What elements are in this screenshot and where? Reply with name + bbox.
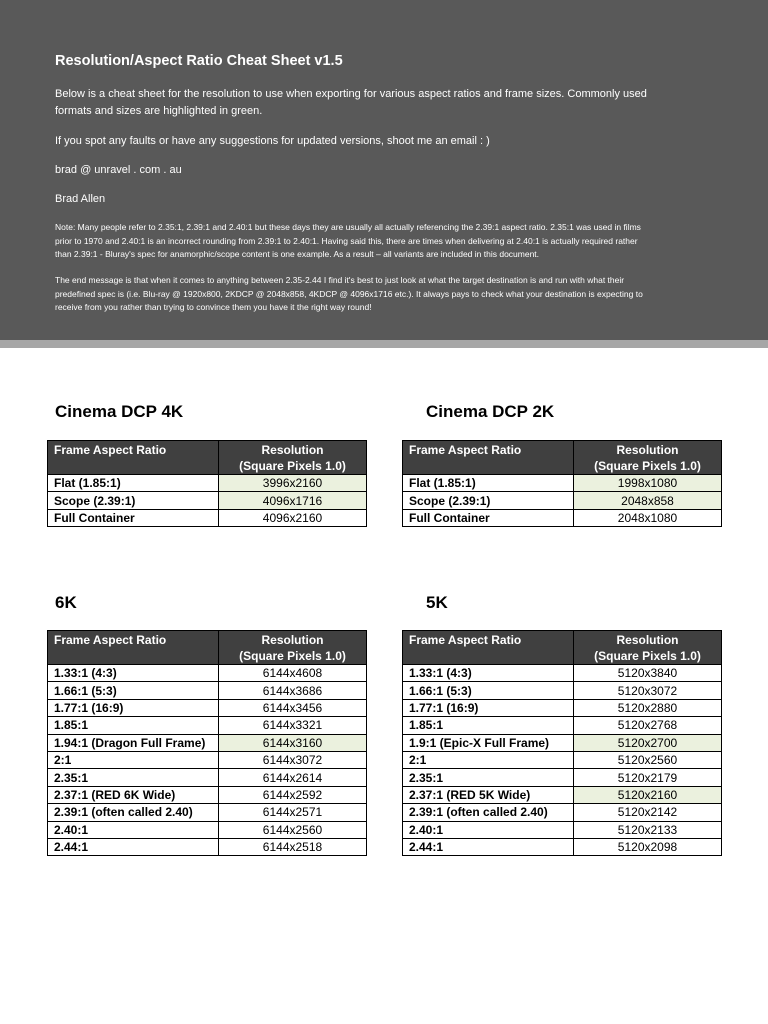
note-line: Note: Many people refer to 2.35:1, 2.39:1 and 2.40:1 but these days they are usually all actually referencing the 2.39:1 aspect ratio. 2.35:1 was used in films <box>55 222 641 232</box>
row-label: Flat (1.85:1) <box>403 475 574 492</box>
column-header-aspect: Frame Aspect Ratio <box>48 631 219 665</box>
column-header-resolution-line2: (Square Pixels 1.0) <box>594 459 701 473</box>
row-label: 2:1 <box>403 751 574 768</box>
row-label: 2.40:1 <box>403 821 574 838</box>
row-label: 1.9:1 (Epic-X Full Frame) <box>403 734 574 751</box>
row-value: 5120x2179 <box>574 769 722 786</box>
row-label: 2.39:1 (often called 2.40) <box>403 804 574 821</box>
table-row <box>403 682 722 699</box>
table-row <box>48 821 367 838</box>
table-row <box>403 492 722 509</box>
row-value: 6144x4608 <box>219 665 367 682</box>
column-header-resolution <box>219 441 367 475</box>
row-value: 6144x3160 <box>219 734 367 751</box>
row-label: 2.35:1 <box>48 769 219 786</box>
row-label: 2.40:1 <box>48 821 219 838</box>
table-dcp2k <box>402 440 722 527</box>
row-label: 2.35:1 <box>403 769 574 786</box>
table-row <box>48 665 367 682</box>
row-value: 1998x1080 <box>574 475 722 492</box>
table-row <box>48 717 367 734</box>
row-label: 2.37:1 (RED 6K Wide) <box>48 786 219 803</box>
column-header-aspect: Frame Aspect Ratio <box>48 441 219 475</box>
intro-line: Below is a cheat sheet for the resolution to use when exporting for various aspect ratios and frame sizes. Commonly used <box>55 88 647 100</box>
row-value: 5120x2880 <box>574 699 722 716</box>
row-label: 1.33:1 (4:3) <box>48 665 219 682</box>
table-row <box>403 821 722 838</box>
table-row <box>48 751 367 768</box>
section-title-5k: 5K <box>426 593 448 612</box>
column-header-aspect: Frame Aspect Ratio <box>403 441 574 475</box>
row-label: 2:1 <box>48 751 219 768</box>
table-header-row <box>48 631 367 665</box>
row-value: 5120x2098 <box>574 838 722 855</box>
row-value: 5120x3072 <box>574 682 722 699</box>
header-divider <box>0 340 768 348</box>
row-value: 6144x2592 <box>219 786 367 803</box>
row-value: 6144x2560 <box>219 821 367 838</box>
column-header-resolution <box>574 441 722 475</box>
row-value: 5120x2700 <box>574 734 722 751</box>
row-label: 1.94:1 (Dragon Full Frame) <box>48 734 219 751</box>
row-label: Flat (1.85:1) <box>48 475 219 492</box>
row-label: Scope (2.39:1) <box>403 492 574 509</box>
column-header-resolution-line1: Resolution <box>261 633 324 647</box>
section-title-6k: 6K <box>55 593 77 612</box>
row-label: Scope (2.39:1) <box>48 492 219 509</box>
row-label: 1.66:1 (5:3) <box>403 682 574 699</box>
author-text: Brad Allen <box>55 193 106 205</box>
column-header-resolution-line1: Resolution <box>261 443 324 457</box>
row-value: 6144x3686 <box>219 682 367 699</box>
row-value: 5120x2133 <box>574 821 722 838</box>
row-label: 1.77:1 (16:9) <box>403 699 574 716</box>
intro-line: formats and sizes are highlighted in green. <box>55 105 263 117</box>
table-row <box>403 699 722 716</box>
section-title-dcp2k: Cinema DCP 2K <box>426 402 555 421</box>
section-title-dcp4k: Cinema DCP 4K <box>55 402 184 421</box>
table-row <box>403 475 722 492</box>
table-row <box>403 509 722 526</box>
table-row <box>48 492 367 509</box>
column-header-resolution-line2: (Square Pixels 1.0) <box>594 649 701 663</box>
table-row <box>48 734 367 751</box>
row-value: 3996x2160 <box>219 475 367 492</box>
table-row <box>48 769 367 786</box>
note-line: prior to 1970 and 2.40:1 is an incorrect rounding from 2.39:1 to 2.40:1. Having said this, there are times when delivering at 2.40:1 is actually required rather <box>55 235 638 246</box>
column-header-resolution <box>574 631 722 665</box>
row-label: 2.39:1 (often called 2.40) <box>48 804 219 821</box>
row-label: Full Container <box>403 509 574 526</box>
row-value: 2048x858 <box>574 492 722 509</box>
table-header-row <box>403 631 722 665</box>
row-label: 2.44:1 <box>48 838 219 855</box>
end-message-paragraph <box>55 274 715 315</box>
row-value: 5120x3840 <box>574 665 722 682</box>
column-header-resolution-line1: Resolution <box>616 633 679 647</box>
intro-paragraph <box>55 86 715 120</box>
row-value: 5120x2160 <box>574 786 722 803</box>
table-row <box>403 786 722 803</box>
row-label: Full Container <box>48 509 219 526</box>
header-panel <box>0 0 768 340</box>
table-row <box>403 838 722 855</box>
note-line: than 2.39:1 - Bluray's spec for anamorphic/scope content is one example. As a result – all variants are included in this document. <box>55 249 540 259</box>
row-label: 1.77:1 (16:9) <box>48 699 219 716</box>
row-label: 2.37:1 (RED 5K Wide) <box>403 786 574 803</box>
page-title: Resolution/Aspect Ratio Cheat Sheet v1.5 <box>55 53 343 69</box>
table-row <box>403 751 722 768</box>
faults-text: If you spot any faults or have any suggestions for updated versions, shoot me an email : ) <box>55 135 490 147</box>
row-value: 4096x2160 <box>219 509 367 526</box>
table-row <box>403 734 722 751</box>
row-label: 1.33:1 (4:3) <box>403 665 574 682</box>
column-header-aspect: Frame Aspect Ratio <box>403 631 574 665</box>
row-value: 4096x1716 <box>219 492 367 509</box>
row-value: 6144x2614 <box>219 769 367 786</box>
table-header-row <box>403 441 722 475</box>
end-line: receive from you rather than trying to convince them you have it the right way round! <box>55 302 372 312</box>
row-value: 5120x2560 <box>574 751 722 768</box>
table-row <box>48 699 367 716</box>
note-paragraph <box>55 221 715 262</box>
table-5k <box>402 630 722 856</box>
row-value: 6144x3321 <box>219 717 367 734</box>
table-row <box>403 804 722 821</box>
table-row <box>48 786 367 803</box>
column-header-resolution-line1: Resolution <box>616 443 679 457</box>
end-line: The end message is that when it comes to anything between 2.35-2.44 I find it's best to just look at what the target destination is and run with what their <box>55 275 625 285</box>
table-dcp4k <box>47 440 367 527</box>
column-header-resolution <box>219 631 367 665</box>
row-value: 5120x2768 <box>574 717 722 734</box>
email-text: brad @ unravel . com . au <box>55 164 182 176</box>
table-row <box>48 682 367 699</box>
row-value: 6144x2518 <box>219 838 367 855</box>
row-value: 6144x2571 <box>219 804 367 821</box>
table-row <box>403 665 722 682</box>
row-value: 6144x3456 <box>219 699 367 716</box>
row-label: 1.66:1 (5:3) <box>48 682 219 699</box>
row-label: 2.44:1 <box>403 838 574 855</box>
column-header-resolution-line2: (Square Pixels 1.0) <box>239 649 346 663</box>
table-header-row <box>48 441 367 475</box>
row-label: 1.85:1 <box>48 717 219 734</box>
row-value: 5120x2142 <box>574 804 722 821</box>
table-row <box>403 769 722 786</box>
table-row <box>403 717 722 734</box>
row-value: 2048x1080 <box>574 509 722 526</box>
column-header-resolution-line2: (Square Pixels 1.0) <box>239 459 346 473</box>
row-label: 1.85:1 <box>403 717 574 734</box>
table-row <box>48 804 367 821</box>
table-row <box>48 838 367 855</box>
table-row <box>48 509 367 526</box>
end-line: predefined spec is (i.e. Blu-ray @ 1920x800, 2KDCP @ 2048x858, 4KDCP @ 4096x1716 etc.). It always pays to check what your destination is expecting to <box>55 288 643 299</box>
table-row <box>48 475 367 492</box>
row-value: 6144x3072 <box>219 751 367 768</box>
table-6k <box>47 630 367 856</box>
